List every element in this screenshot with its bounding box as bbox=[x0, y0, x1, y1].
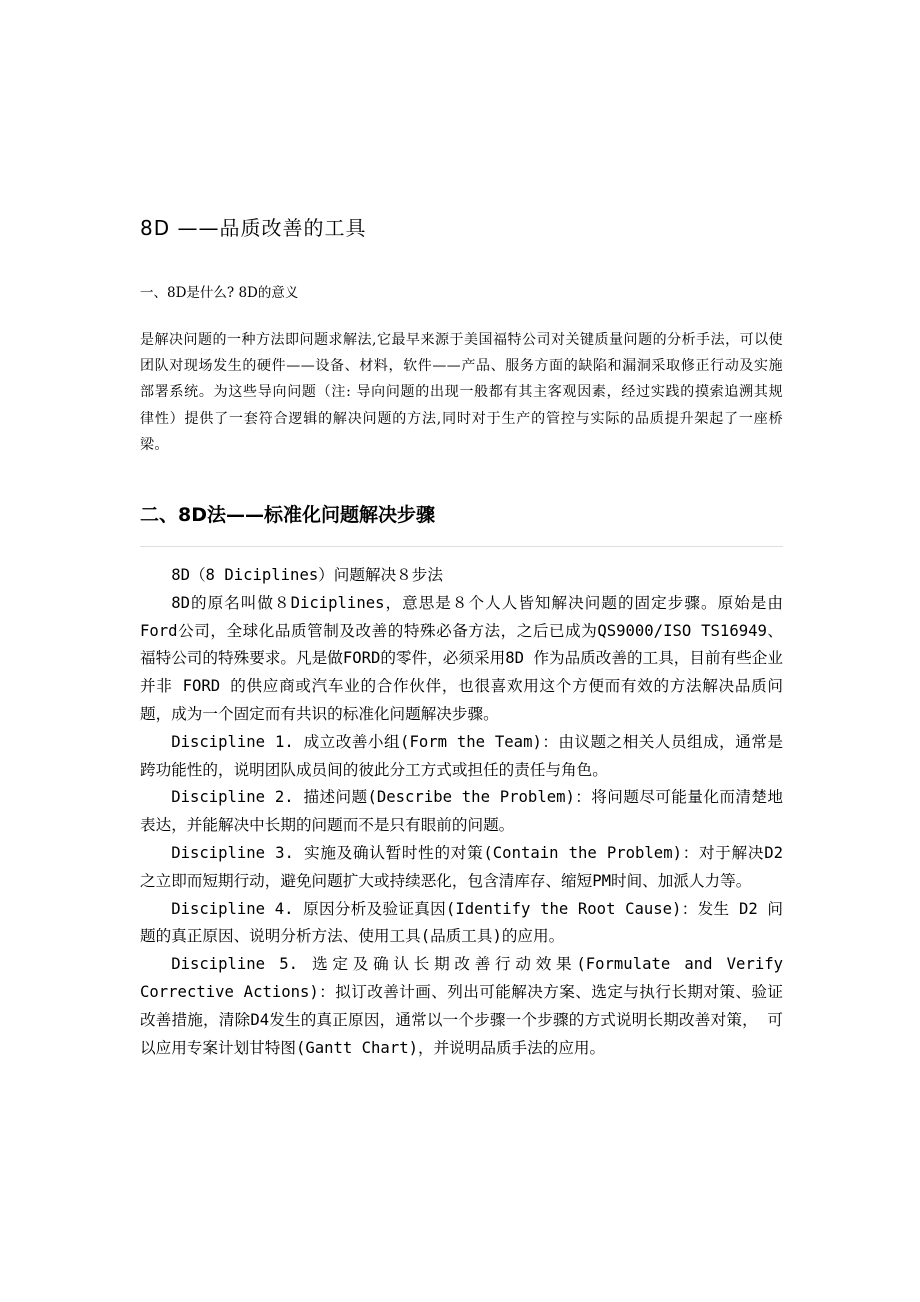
section-2-intro-paragraph: 8D的原名叫做８Diciplines，意思是８个人人皆知解决问题的固定步骤。原始是由Ford公司，全球化品质管制及改善的特殊必备方法，之后已成为QS9000/ISO TS16949、福特公司的特殊要求。凡是做FORD的零件，必须采用8D 作为品质改善的工具，目前有些企业并非 FORD 的供应商或汽车业的合作伙伴，也很喜欢用这个方便而有效的方法解决品质问题，成为一个固定而有共识的标准化问题解决步骤。 bbox=[140, 593, 783, 723]
section-1-paragraph: 是解决问题的一种方法即问题求解法,它最早来源于美国福特公司对关键质量问题的分析手法，可以使团队对现场发生的硬件——设备、材料，软件——产品、服务方面的缺陷和漏洞采取修正行动及实施部署系统。为这些导向问题（注: 导向问题的出现一般都有其主客观因素，经过实践的摸索追溯其规律性）提供了一套符合逻辑的解决问题的方法,同时对于生产的管控与实际的品质提升架起了一座桥梁。 bbox=[140, 332, 783, 453]
section-1-heading: 一、8D是什么? 8D的意义 bbox=[140, 285, 299, 301]
discipline-5-paragraph: Discipline 5. 选定及确认长期改善行动效果(Formulate and Verify Corrective Actions)：拟订改善计画、列出可能解决方案、选定与执行长期对策、验证改善措施，清除D4发生的真正原因，通常以一个步骤一个步骤的方式说明长期改善对策， 可以应用专案计划甘特图(Gantt Chart)，并说明品质手法的应用。 bbox=[140, 955, 783, 1057]
discipline-2-paragraph: Discipline 2. 描述问题(Describe the Problem)：将问题尽可能量化而清楚地表达，并能解决中长期的问题而不是只有眼前的问题。 bbox=[140, 788, 783, 835]
discipline-1-paragraph: Discipline 1. 成立改善小组(Form the Team)：由议题之相关人员组成，通常是跨功能性的，说明团队成员间的彼此分工方式或担任的责任与角色。 bbox=[140, 732, 783, 779]
document-title: 8D ——品质改善的工具 bbox=[140, 216, 367, 240]
discipline-4-paragraph: Discipline 4. 原因分析及验证真因(Identify the Root Cause)：发生 D2 问题的真正原因、说明分析方法、使用工具(品质工具)的应用。 bbox=[140, 899, 783, 946]
section-2-heading: 二、8D法——标准化问题解决步骤 bbox=[140, 504, 435, 526]
section-2-subtitle: 8D（8 Diciplines）问题解决８步法 bbox=[171, 566, 443, 584]
discipline-3-paragraph: Discipline 3. 实施及确认暂时性的对策(Contain the Problem)：对于解决D2之立即而短期行动，避免问题扩大或持续恶化，包含清库存、缩短PM时间、加派人力等。 bbox=[140, 843, 783, 890]
section-divider bbox=[140, 546, 783, 547]
section-2-body bbox=[140, 562, 783, 1062]
